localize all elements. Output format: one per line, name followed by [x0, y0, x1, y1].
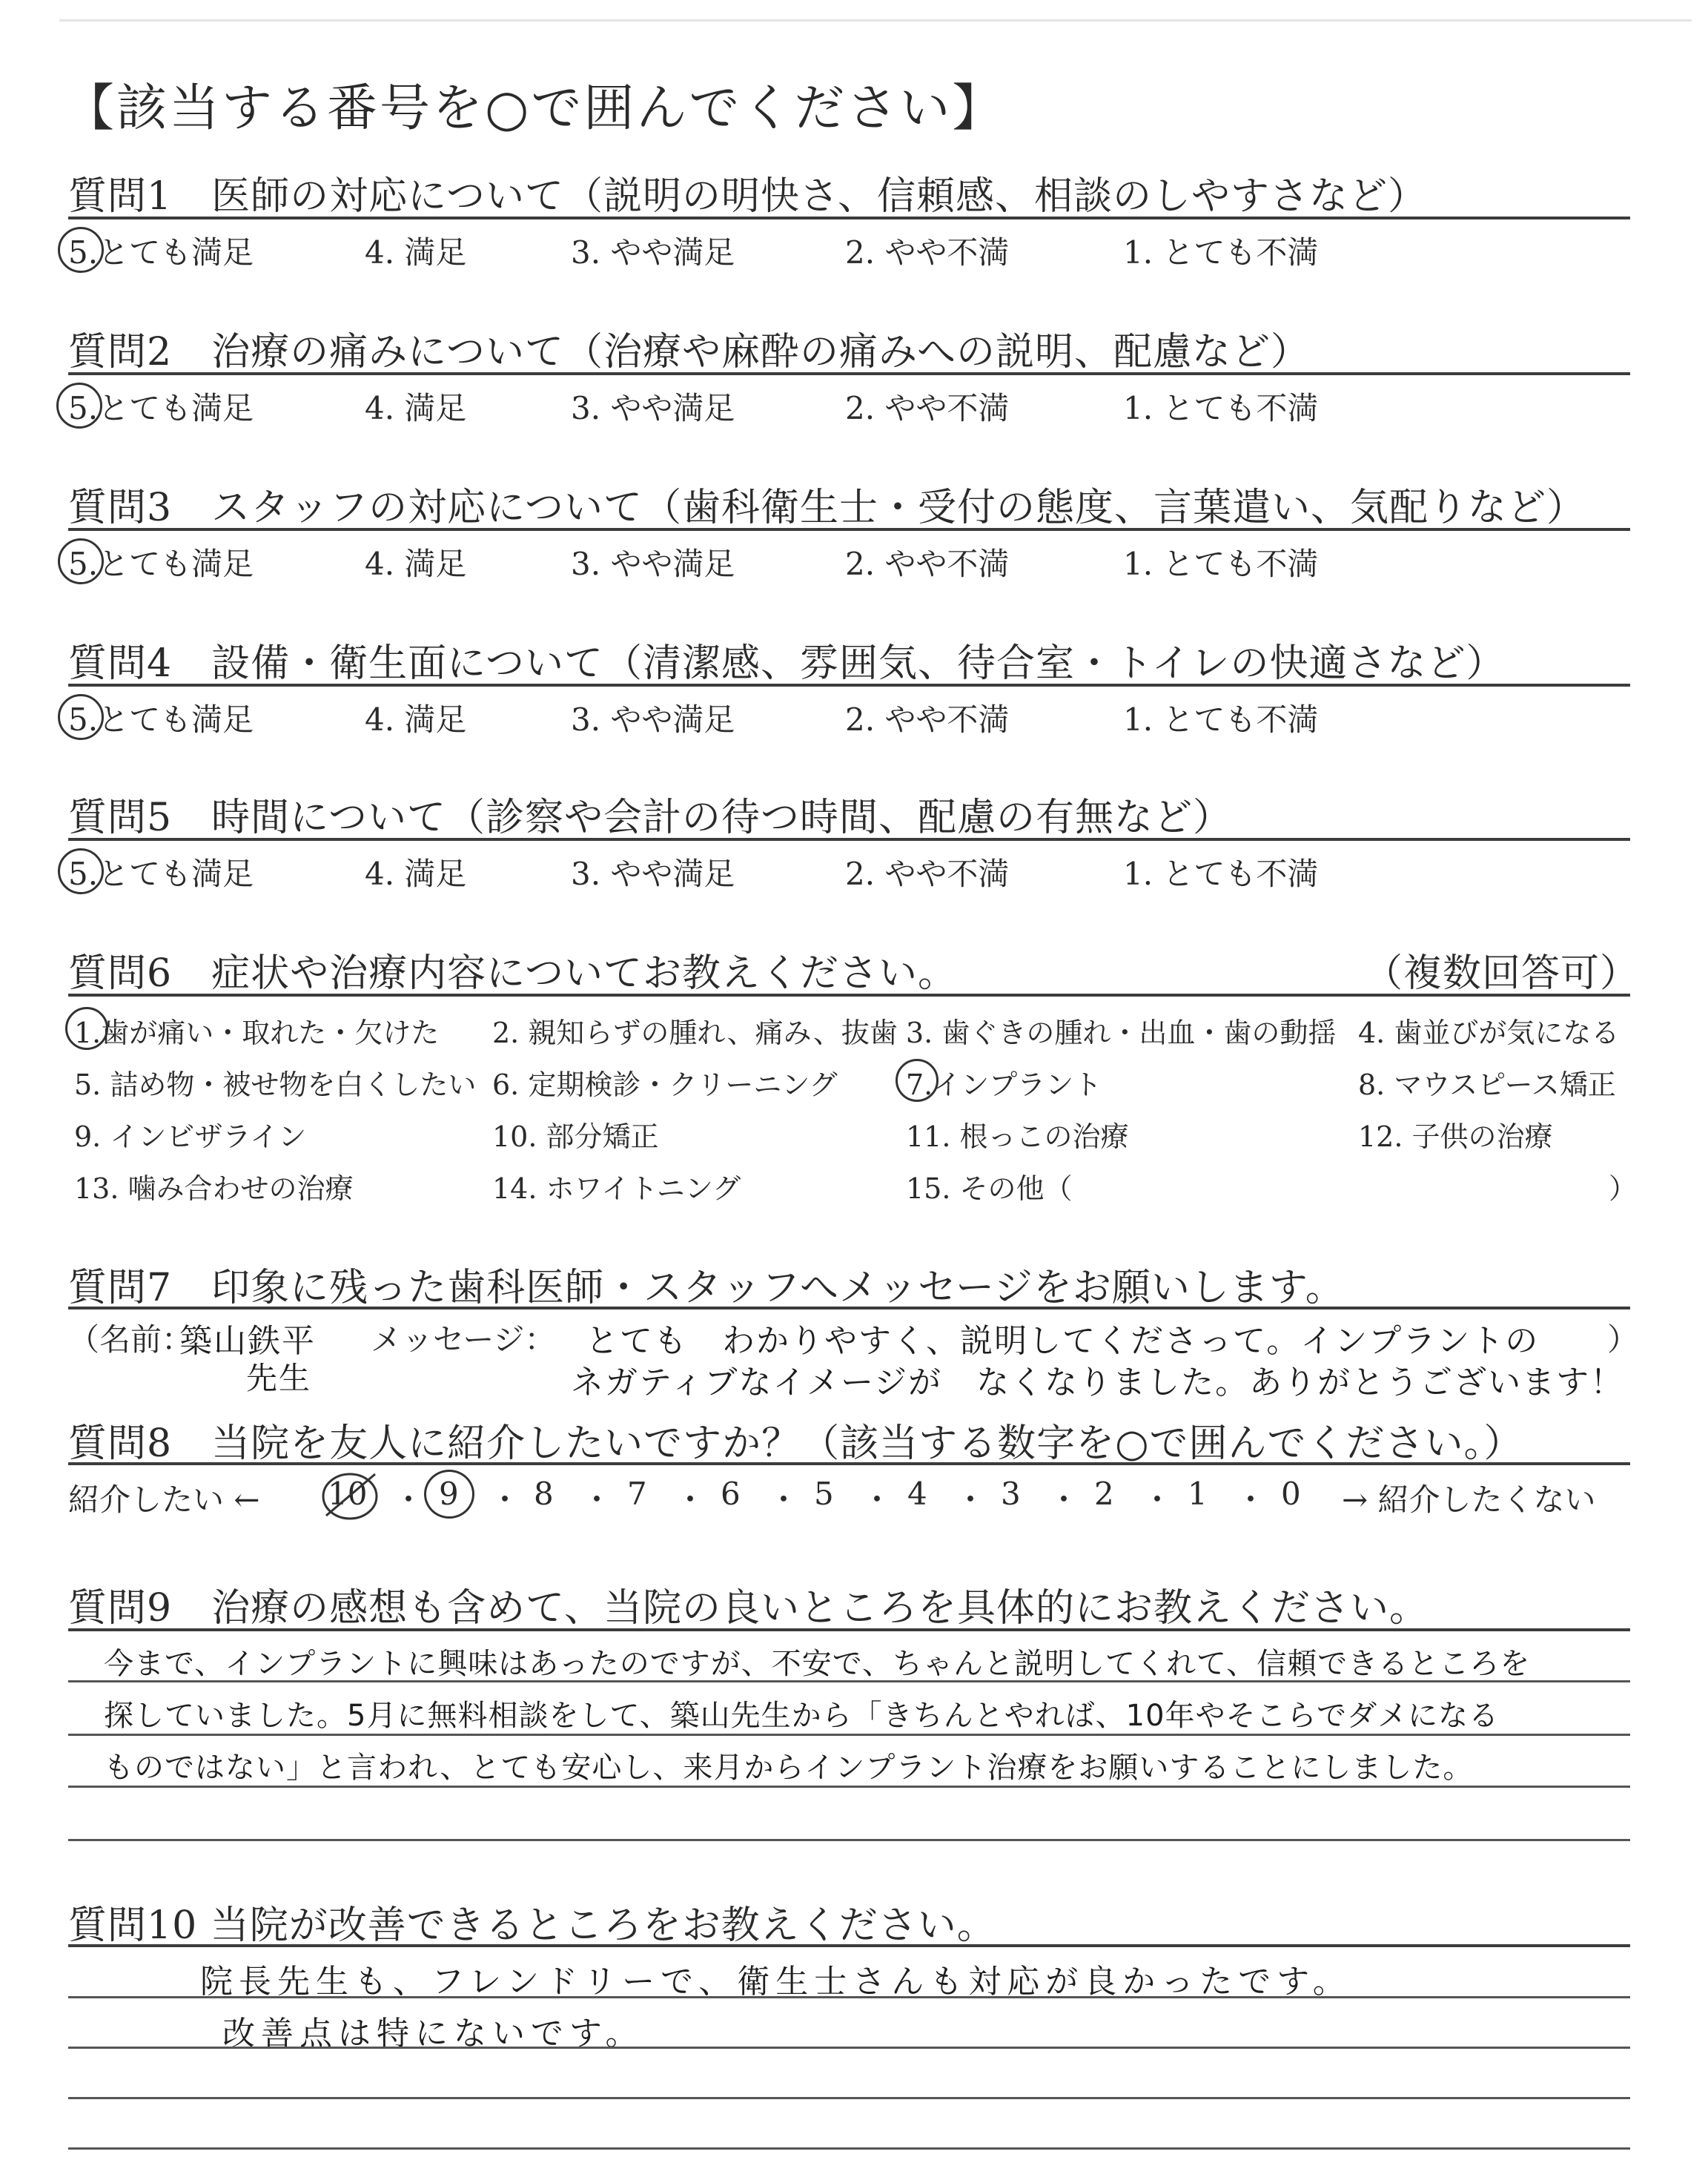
q6-option-2[interactable]: 2. 親知らずの腫れ、痛み、抜歯 [492, 1017, 898, 1049]
q2-option-5[interactable]: 5.とても満足 [68, 390, 254, 426]
q8-scale-6[interactable]: 6 [721, 1476, 741, 1512]
q6-option-3[interactable]: 3. 歯ぐきの腫れ・出血・歯の動揺 [906, 1017, 1337, 1049]
question-6-title: 質問6 症状や治療内容についてお教えください。 [68, 951, 958, 996]
q9-answer-line-2[interactable]: 探していました。5月に無料相談をして、築山先生から「きちんとやれば、10年やそこらでダメになる [104, 1699, 1500, 1733]
q6-option-5[interactable]: 5. 詰め物・被せ物を白くしたい [74, 1069, 477, 1101]
question-6-note: （複数回答可） [1364, 951, 1640, 996]
q1-option-2[interactable]: 2. やや不満 [845, 234, 1010, 271]
question-2-rule [68, 372, 1630, 375]
q9-line-rule-1 [68, 1680, 1630, 1682]
scan-top-edge [59, 19, 1692, 22]
q8-left-label: 紹介したい ← [68, 1482, 260, 1518]
q6-option-11[interactable]: 11. 根っこの治療 [906, 1120, 1129, 1153]
q6-option-8[interactable]: 8. マウスピース矯正 [1358, 1069, 1616, 1101]
question-9-title: 質問9 治療の感想も含めて、当院の良いところを具体的にお教えください。 [68, 1586, 1429, 1631]
q1-option-5[interactable]: 5.とても満足 [68, 234, 254, 271]
q9-line-rule-3 [68, 1786, 1630, 1788]
q8-dot: ・ [955, 1482, 987, 1518]
q8-dot: ・ [489, 1482, 521, 1518]
question-4-rule [68, 684, 1630, 687]
q8-dot: ・ [1142, 1482, 1174, 1518]
q5-option-1[interactable]: 1. とても不満 [1123, 856, 1319, 892]
q8-scale-3[interactable]: 3 [1001, 1476, 1021, 1512]
q10-line-rule-3 [68, 2097, 1630, 2099]
q3-option-4[interactable]: 4. 満足 [365, 546, 467, 582]
q8-scale-10[interactable]: 10 [328, 1476, 368, 1512]
q1-option-4[interactable]: 4. 満足 [365, 234, 467, 271]
q10-line-rule-4 [68, 2147, 1630, 2150]
q1-option-3[interactable]: 3. やや満足 [571, 234, 735, 271]
q4-option-1[interactable]: 1. とても不満 [1123, 701, 1319, 738]
q7-message-label: メッセージ： [371, 1321, 556, 1358]
q8-scale-1[interactable]: 1 [1188, 1476, 1208, 1512]
q7-name-label: （名前： [68, 1321, 193, 1358]
question-9-rule [68, 1628, 1630, 1631]
q8-dot: ・ [1048, 1482, 1080, 1518]
q8-scale-4[interactable]: 4 [907, 1476, 927, 1512]
question-3-title: 質問3 スタッフの対応について（歯科衛生士・受付の態度、言葉遣い、気配りなど） [68, 486, 1586, 530]
q6-option-15[interactable]: 15. その他（ [906, 1172, 1073, 1205]
q2-option-2[interactable]: 2. やや不満 [845, 390, 1010, 426]
q7-name-suffix: 先生 [246, 1360, 312, 1396]
q7-message-line-2[interactable]: ネガティブなイメージが なくなりました。ありがとうございます！ [571, 1364, 1625, 1401]
q7-close-paren: ） [1607, 1321, 1639, 1358]
q2-option-4[interactable]: 4. 満足 [365, 390, 467, 426]
q8-right-label: → 紹介したくない [1342, 1482, 1596, 1518]
q10-answer-line-1[interactable]: 院長先生も、フレンドリーで、衛生士さんも対応が良かったです。 [200, 1963, 1351, 2001]
q5-option-2[interactable]: 2. やや不満 [845, 856, 1010, 892]
q8-scale-5[interactable]: 5 [814, 1476, 834, 1512]
q8-dot: ・ [675, 1482, 706, 1518]
question-5-title: 質問5 時間について（診察や会計の待つ時間、配慮の有無など） [68, 796, 1233, 840]
q8-dot: ・ [581, 1482, 613, 1518]
q8-dot: ・ [1235, 1482, 1267, 1518]
q4-option-3[interactable]: 3. やや満足 [571, 701, 735, 738]
q9-answer-line-1[interactable]: 今まで、インプラントに興味はあったのですが、不安で、ちゃんと説明してくれて、信頼できるところを [104, 1647, 1531, 1681]
q5-option-3[interactable]: 3. やや満足 [571, 856, 735, 892]
q8-dot: ・ [768, 1482, 800, 1518]
q3-option-5[interactable]: 5.とても満足 [68, 546, 254, 582]
question-1-title: 質問1 医師の対応について（説明の明快さ、信頼感、相談のしやすさなど） [68, 174, 1427, 219]
q9-answer-line-3[interactable]: ものではない」と言われ、とても安心し、来月からインプラント治療をお願いすることにしました。 [104, 1751, 1474, 1785]
q10-line-rule-1 [68, 1996, 1630, 1998]
q5-option-5[interactable]: 5.とても満足 [68, 856, 254, 892]
q3-option-1[interactable]: 1. とても不満 [1123, 546, 1319, 582]
q6-option-9[interactable]: 9. インビザライン [74, 1120, 307, 1153]
q7-message-line-1[interactable]: とても わかりやすく、説明してくださって。インプラントの [586, 1322, 1540, 1360]
q4-option-4[interactable]: 4. 満足 [365, 701, 467, 738]
q8-scale-7[interactable]: 7 [627, 1476, 647, 1512]
q2-option-1[interactable]: 1. とても不満 [1123, 390, 1319, 426]
question-2-title: 質問2 治療の痛みについて（治療や麻酔の痛みへの説明、配慮など） [68, 330, 1311, 374]
question-7-title: 質問7 印象に残った歯科医師・スタッフへメッセージをお願いします。 [68, 1266, 1345, 1310]
q6-option-15-close: ） [1609, 1172, 1638, 1205]
question-8-title: 質問8 当院を友人に紹介したいですか？（該当する数字を○で囲んでください。） [68, 1421, 1523, 1466]
question-4-title: 質問4 設備・衛生面について（清潔感、雰囲気、待合室・トイレの快適さなど） [68, 641, 1506, 686]
q8-crossed-out-mark [317, 1468, 384, 1525]
q8-scale-2[interactable]: 2 [1094, 1476, 1114, 1512]
q6-option-10[interactable]: 10. 部分矯正 [492, 1120, 659, 1153]
q8-dot: ・ [861, 1482, 893, 1518]
question-8-rule [68, 1462, 1630, 1465]
question-3-rule [68, 528, 1630, 531]
q8-scale-9[interactable]: 9 [439, 1476, 459, 1512]
q8-scale-0[interactable]: 0 [1281, 1476, 1301, 1512]
q8-dot: ・ [393, 1482, 425, 1518]
q4-option-5[interactable]: 5.とても満足 [68, 701, 254, 738]
question-10-rule [68, 1944, 1630, 1947]
q10-answer-line-2[interactable]: 改善点は特にないです。 [222, 2015, 644, 2052]
question-7-rule [68, 1307, 1630, 1309]
question-6-rule [68, 994, 1630, 997]
q8-scale-8[interactable]: 8 [534, 1476, 554, 1512]
q6-option-6[interactable]: 6. 定期検診・クリーニング [492, 1069, 838, 1101]
q10-line-rule-2 [68, 2047, 1630, 2049]
question-10-title: 質問10 当院が改善できるところをお教えください。 [68, 1903, 996, 1948]
q6-option-4[interactable]: 4. 歯並びが気になる [1358, 1017, 1620, 1049]
question-1-rule [68, 217, 1630, 219]
q9-line-rule-4 [68, 1839, 1630, 1841]
q2-option-3[interactable]: 3. やや満足 [571, 390, 735, 426]
question-5-rule [68, 838, 1630, 841]
q7-name-value[interactable]: 築山鉄平 [179, 1322, 316, 1360]
q6-option-12[interactable]: 12. 子供の治療 [1358, 1120, 1553, 1153]
q5-option-4[interactable]: 4. 満足 [365, 856, 467, 892]
q3-option-3[interactable]: 3. やや満足 [571, 546, 735, 582]
q9-line-rule-2 [68, 1734, 1630, 1736]
q6-option-13[interactable]: 13. 噛み合わせの治療 [74, 1172, 354, 1205]
q6-option-7[interactable]: 7.インプラント [906, 1069, 1102, 1101]
q1-option-1[interactable]: 1. とても不満 [1123, 234, 1319, 271]
q8-selection-circle [424, 1470, 474, 1519]
q6-option-1[interactable]: 1.歯が痛い・取れた・欠けた [74, 1017, 440, 1049]
q6-option-14[interactable]: 14. ホワイトニング [492, 1172, 741, 1205]
q3-option-2[interactable]: 2. やや不満 [845, 546, 1010, 582]
page-title: 【該当する番号を○で囲んでください】 [64, 79, 1005, 138]
q4-option-2[interactable]: 2. やや不満 [845, 701, 1010, 738]
